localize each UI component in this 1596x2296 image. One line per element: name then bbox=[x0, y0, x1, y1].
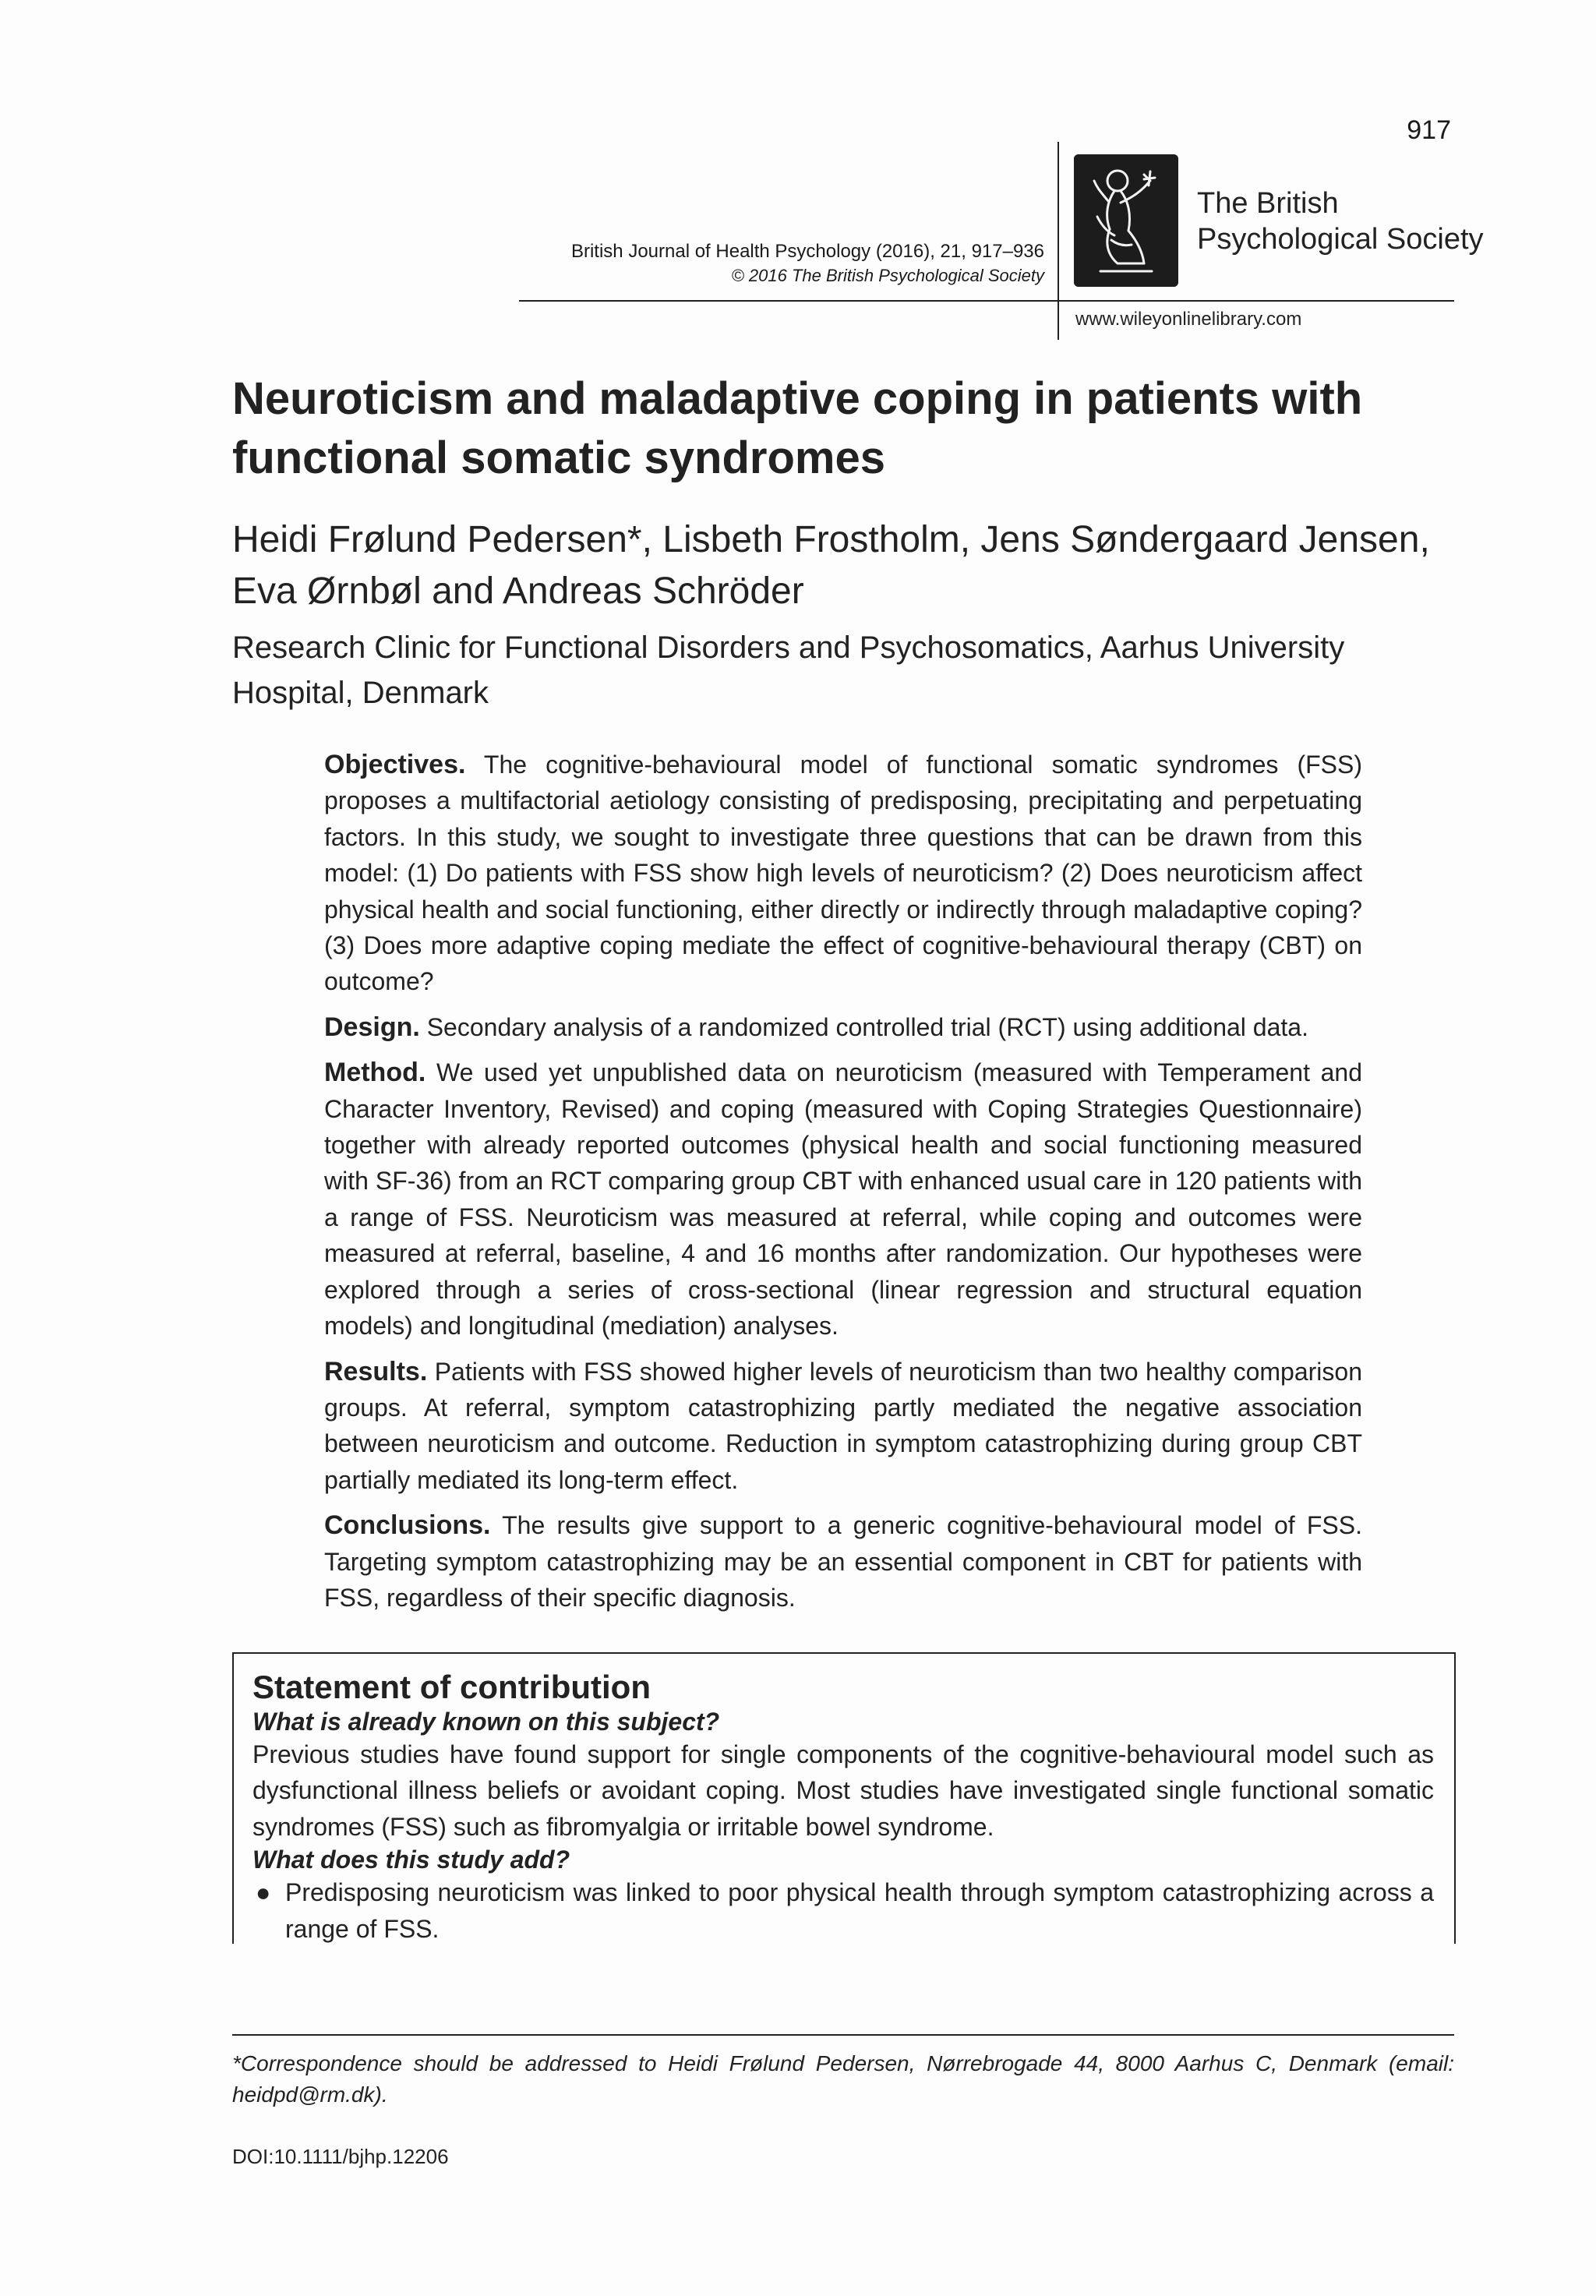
header-rule bbox=[519, 300, 1454, 302]
abstract-conclusions bbox=[324, 1507, 1362, 1616]
conclusions-text: The results give support to a generic cognitive-behavioural model of FSS. Targeting symptom catastrophizing may be an essential component in CBT for patients with FSS, regardless of their specific diagnosis. bbox=[324, 1511, 1363, 1612]
design-text: Secondary analysis of a randomized controlled trial (RCT) using additional data. bbox=[426, 1012, 1308, 1041]
psyche-figure-icon bbox=[1074, 154, 1178, 287]
page-number: 917 bbox=[1407, 115, 1451, 145]
doi: DOI:10.1111/bjhp.12206 bbox=[232, 2145, 449, 2168]
method-text: We used yet unpublished data on neuroticism (measured with Temperament and Character Inventory, Revised) and coping (measured with Coping Strategies Questionnaire) together with already reported outcomes (physical health and social functioning measured with SF-36) from an RCT comparing group CBT with enhanced usual care in 120 patients with a range of FSS. Neuroticism was measured at referral, while coping and outcomes were measured at referral, baseline, 4 and 16 months after randomization. Our hypotheses were explored through a series of cross-sectional (linear regression and structural equation models) and longitudinal (mediation) analyses. bbox=[324, 1058, 1363, 1341]
society-name-line1: The British bbox=[1197, 187, 1339, 220]
abstract bbox=[324, 747, 1362, 1625]
bullet-icon: ● bbox=[256, 1878, 271, 1907]
objectives-text: The cognitive-behavioural model of functional somatic syndromes (FSS) proposes a multifactorial aetiology consisting of predisposing, precipitating and perpetuating factors. In this study, we sought to investigate three questions that can be drawn from this model: (1) Do patients with FSS show high levels of neuroticism? (2) Does neuroticism affect physical health and social functioning, either directly or indirectly through maladaptive coping? (3) Does more adaptive coping mediate the effect of cognitive-behavioural therapy (CBT) on outcome? bbox=[324, 751, 1363, 996]
list-item-text: Predisposing neuroticism was linked to poor physical health through symptom catastrophizing across a range of FSS. bbox=[285, 1878, 1434, 1943]
correspondence-footnote: *Correspondence should be addressed to Heidi Frølund Pedersen, Nørrebrogade 44, 8000 Aarhus C, Denmark (email: heidpd@rm.dk). bbox=[232, 2051, 1454, 2107]
adds-subheading: What does this study add? bbox=[252, 1846, 570, 1874]
journal-copyright: © 2016 The British Psychological Society bbox=[731, 266, 1044, 285]
abstract-design bbox=[324, 1009, 1362, 1045]
header-divider bbox=[1058, 142, 1059, 340]
known-text: Previous studies have found support for single components of the cognitive-behavioural model such as dysfunctional illness beliefs or avoidant coping. Most studies have investigated single functional somatic syndromes (FSS) such as fibromyalgia or irritable bowel syndrome. bbox=[252, 1740, 1434, 1841]
results-label: Results. bbox=[324, 1356, 428, 1386]
journal-citation: British Journal of Health Psychology (2016), 21, 917–936 bbox=[570, 241, 1044, 262]
method-label: Method. bbox=[324, 1058, 426, 1088]
list-item bbox=[252, 1874, 1434, 1947]
conclusions-label: Conclusions. bbox=[324, 1510, 491, 1541]
design-label: Design. bbox=[324, 1012, 420, 1042]
website-link[interactable]: www.wileyonlinelibrary.com bbox=[1075, 309, 1302, 330]
society-logo-icon bbox=[1074, 154, 1178, 287]
affiliation: Research Clinic for Functional Disorders and Psychosomatics, Aarhus University Hospital, Denmark bbox=[232, 631, 1345, 710]
statement-of-contribution-box bbox=[232, 1652, 1456, 1944]
adds-list bbox=[252, 1874, 1434, 1947]
known-subheading: What is already known on this subject? bbox=[252, 1708, 720, 1736]
abstract-objectives bbox=[324, 747, 1362, 1000]
objectives-label: Objectives. bbox=[324, 750, 466, 779]
author-list: Heidi Frølund Pedersen*, Lisbeth Frostholm, Jens Søndergaard Jensen, Eva Ørnbøl and Andreas Schröder bbox=[232, 519, 1430, 612]
contribution-heading: Statement of contribution bbox=[252, 1669, 651, 1705]
abstract-results bbox=[324, 1354, 1362, 1499]
footnote-rule bbox=[232, 2034, 1454, 2036]
results-text: Patients with FSS showed higher levels of neuroticism than two healthy comparison groups. At referral, symptom catastrophizing partly mediated the negative association between neuroticism and outcome. Reduction in symptom catastrophizing during group CBT partially mediated its long-term effect. bbox=[324, 1357, 1363, 1494]
abstract-method bbox=[324, 1054, 1362, 1344]
society-name bbox=[1197, 185, 1484, 257]
society-name-line2: Psychological Society bbox=[1197, 223, 1484, 256]
article-title: Neuroticism and maladaptive coping in patients with functional somatic syndromes bbox=[232, 373, 1363, 483]
